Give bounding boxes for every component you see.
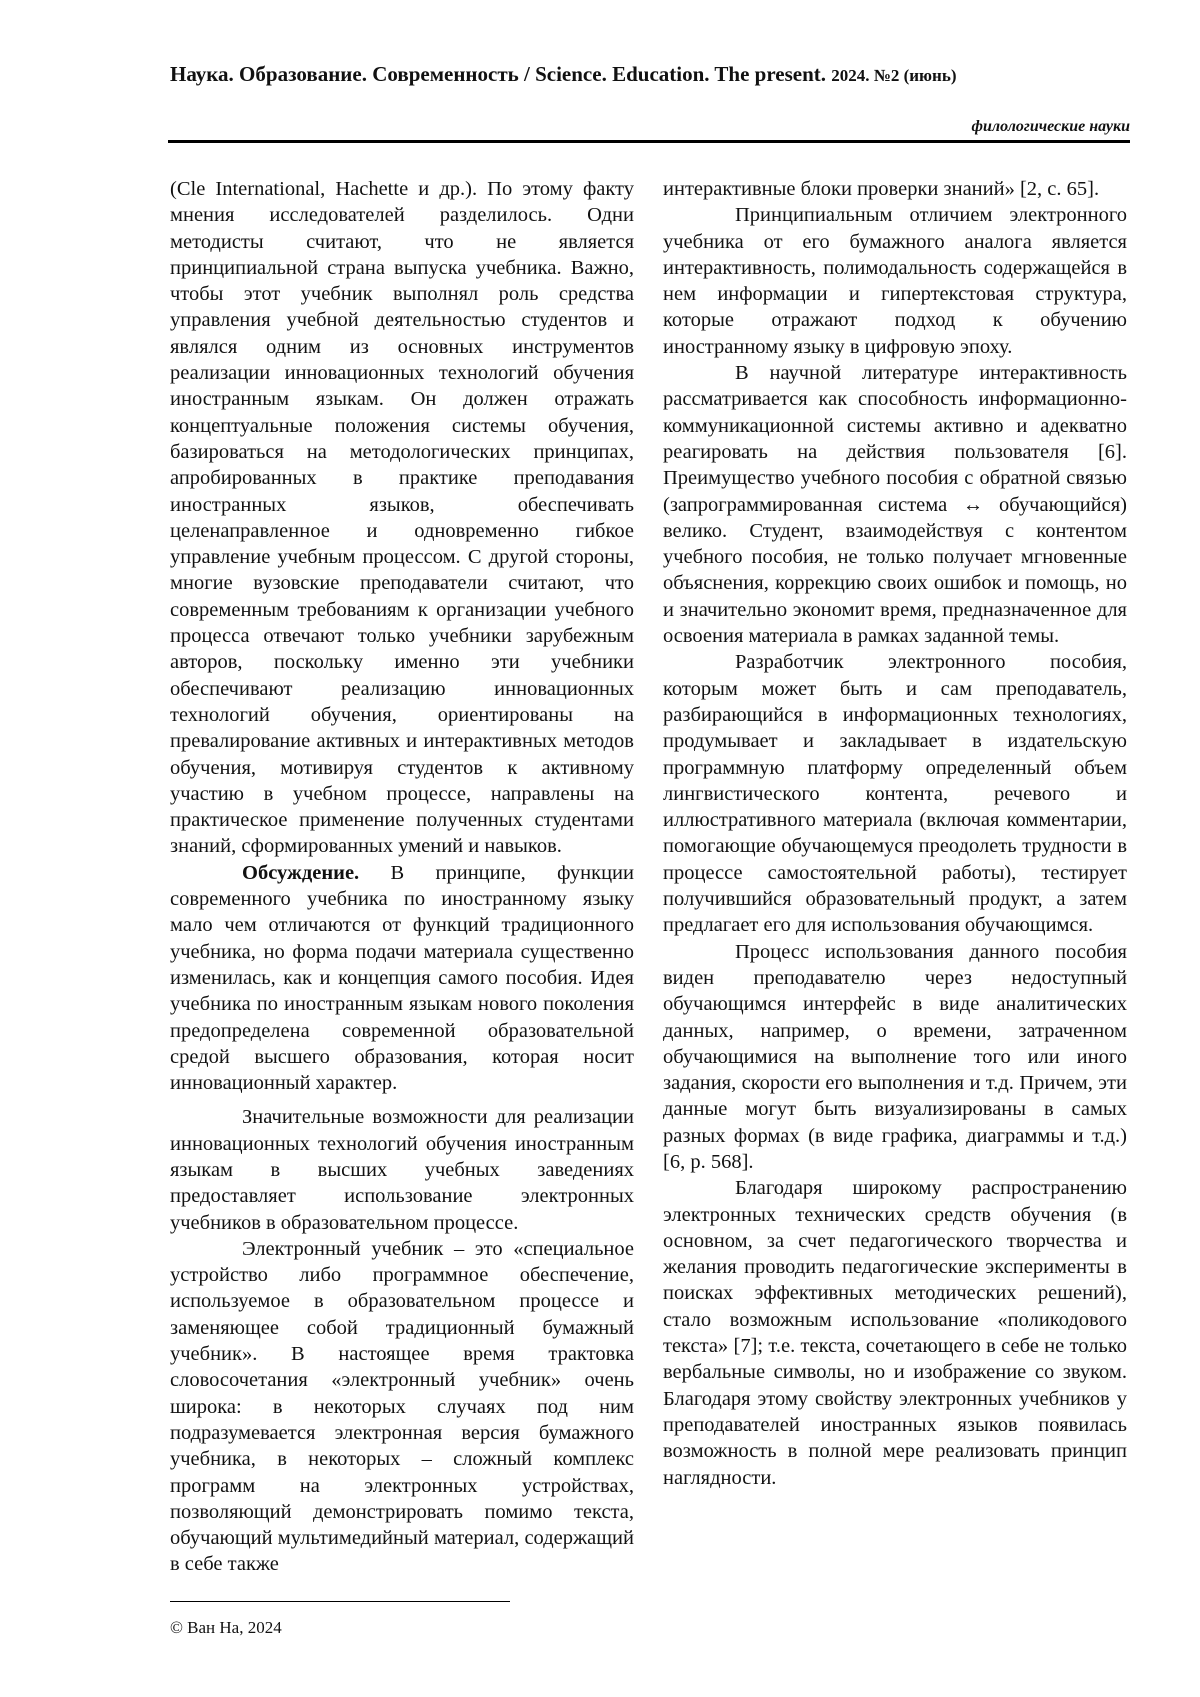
paragraph: Разработчик электронного пособия, которым может быть и сам преподаватель, разбирающийся в информационных технологиях, продумывает и закладывает в издательскую программную платформу определенный объем лингвистического контента, речевого и иллюстративного материала (включая комментарии, помогающие обучающемуся преодолеть трудности в процессе самостоятельной работы), тестирует получившийся образовательный продукт, а затем предлагает его для использования обучающимся.: [663, 651, 1127, 937]
paragraph: (Cle International, Hachette и др.). По этому факту мнения исследователей разделилось. Одни методисты считают, что не является принципиальной страна выпуска учебника. Важно, чтобы этот учебник выполнял роль средства управления учебной деятельностью студентов и являлся одним из основных инструментов реализации инновационных технологий обучения иностранным языкам. Он должен отражать концептуальные положения системы обучения, базироваться на методологических принципах, апробированных в практике преподавания иностранных языков, обеспечивать целенаправленное и одновременно гибкое управление учебным процессом. С другой стороны, многие вузовские преподаватели считают, что современным требованиям к организации учебного процесса отвечают только учебники зарубежным авторов, поскольку именно эти учебники обеспечивают реализацию инновационных технологий обучения, ориентированы на превалирование активных и интерактивных методов обучения, мотивируя студентов к активному участию в учебном процессе, направлены на практическое применение полученных студентами знаний, сформированных умений и навыков.: [170, 178, 634, 858]
paragraph: В научной литературе интерактивность рассматривается как способность информационно-коммуникационной системы активно и адекватно реагировать на действия пользователя [6]. Преимущество учебного пособия с обратной связью (запрограммированная система ↔ обучающийся) велико. Студент, взаимодействуя с контентом учебного пособия, не только получает мгновенные объяснения, коррекцию своих ошибок и помощь, но и значительно экономит время, предназначенное для освоения материала в рамках заданной темы.: [663, 362, 1127, 648]
paragraph: Электронный учебник – это «специальное устройство либо программное обеспечение, используемое в образовательном процессе и заменяющее собой традиционный бумажный учебник». В настоящее время трактовка словосочетания «электронный учебник» очень широка: в некоторых случаях под ним подразумевается электронная версия бумажного учебника, в некоторых – сложный комплекс программ на электронных устройствах, позволяющий демонстрировать помимо текста, обучающий мультимедийный материал, содержащий в себе также: [170, 1237, 634, 1576]
paragraph: Принципиальным отличием электронного учебника от его бумажного аналога является интерактивность, полимодальность содержащейся в нем информации и гипертекстовая структура, которые отражают подход к обучению иностранному языку в цифровую эпоху.: [663, 204, 1127, 358]
paragraph-discussion: [170, 860, 634, 1097]
journal-title: Наука. Образование. Современность / Science. Education. The present.: [170, 62, 827, 86]
paragraph-text: В принципе, функции современного учебника по иностранному языку мало чем отличаются от функций традиционного учебника, но форма подачи материала существенно изменилась, как и концепция самого пособия. Идея учебника по иностранным языкам нового поколения предопределена современной образовательной средой высшего образования, которая носит инновационный характер.: [170, 861, 634, 1095]
paragraph: Благодаря широкому распространению электронных технических средств обучения (в основном, за счет педагогического творчества и желания проводить педагогические эксперименты в поисках эффективных методических решений), стало возможным использование «поликодового текста» [7]; т.е. текста, сочетающего в себе не только вербальные символы, но и изображение со звуком. Благодаря этому свойству электронных учебников у преподавателей иностранных языков появилась возможность в полной мере реализовать принцип наглядности.: [663, 1177, 1127, 1489]
paragraph: Процесс использования данного пособия виден преподавателю через недоступный обучающимся интерфейс в виде аналитических данных, например, о времени, затраченном обучающимися на выполнение того или иного задания, скорости его выполнения и т.д. Причем, эти данные могут быть визуализированы в самых разных формах (в виде графика, диаграммы и т.д.) [6, р. 568].: [663, 940, 1127, 1173]
footnote-divider: [170, 1601, 510, 1602]
paragraph: интерактивные блоки проверки знаний» [2, с. 65].: [663, 178, 1100, 200]
left-column: [170, 176, 634, 1578]
paragraph: Значительные возможности для реализации инновационных технологий обучения иностранным языкам в высших учебных заведениях предоставляет использование электронных учебников в образовательном процессе.: [170, 1106, 634, 1234]
discussion-heading: Обсуждение.: [242, 861, 360, 884]
section-label: филологические науки: [971, 118, 1130, 135]
header-divider: [168, 140, 1130, 143]
copyright-notice: © Ван На, 2024: [170, 1618, 282, 1637]
issue-number: 2024. №2 (июнь): [831, 66, 957, 85]
right-column: [663, 176, 1127, 1491]
journal-header: [170, 62, 1130, 87]
